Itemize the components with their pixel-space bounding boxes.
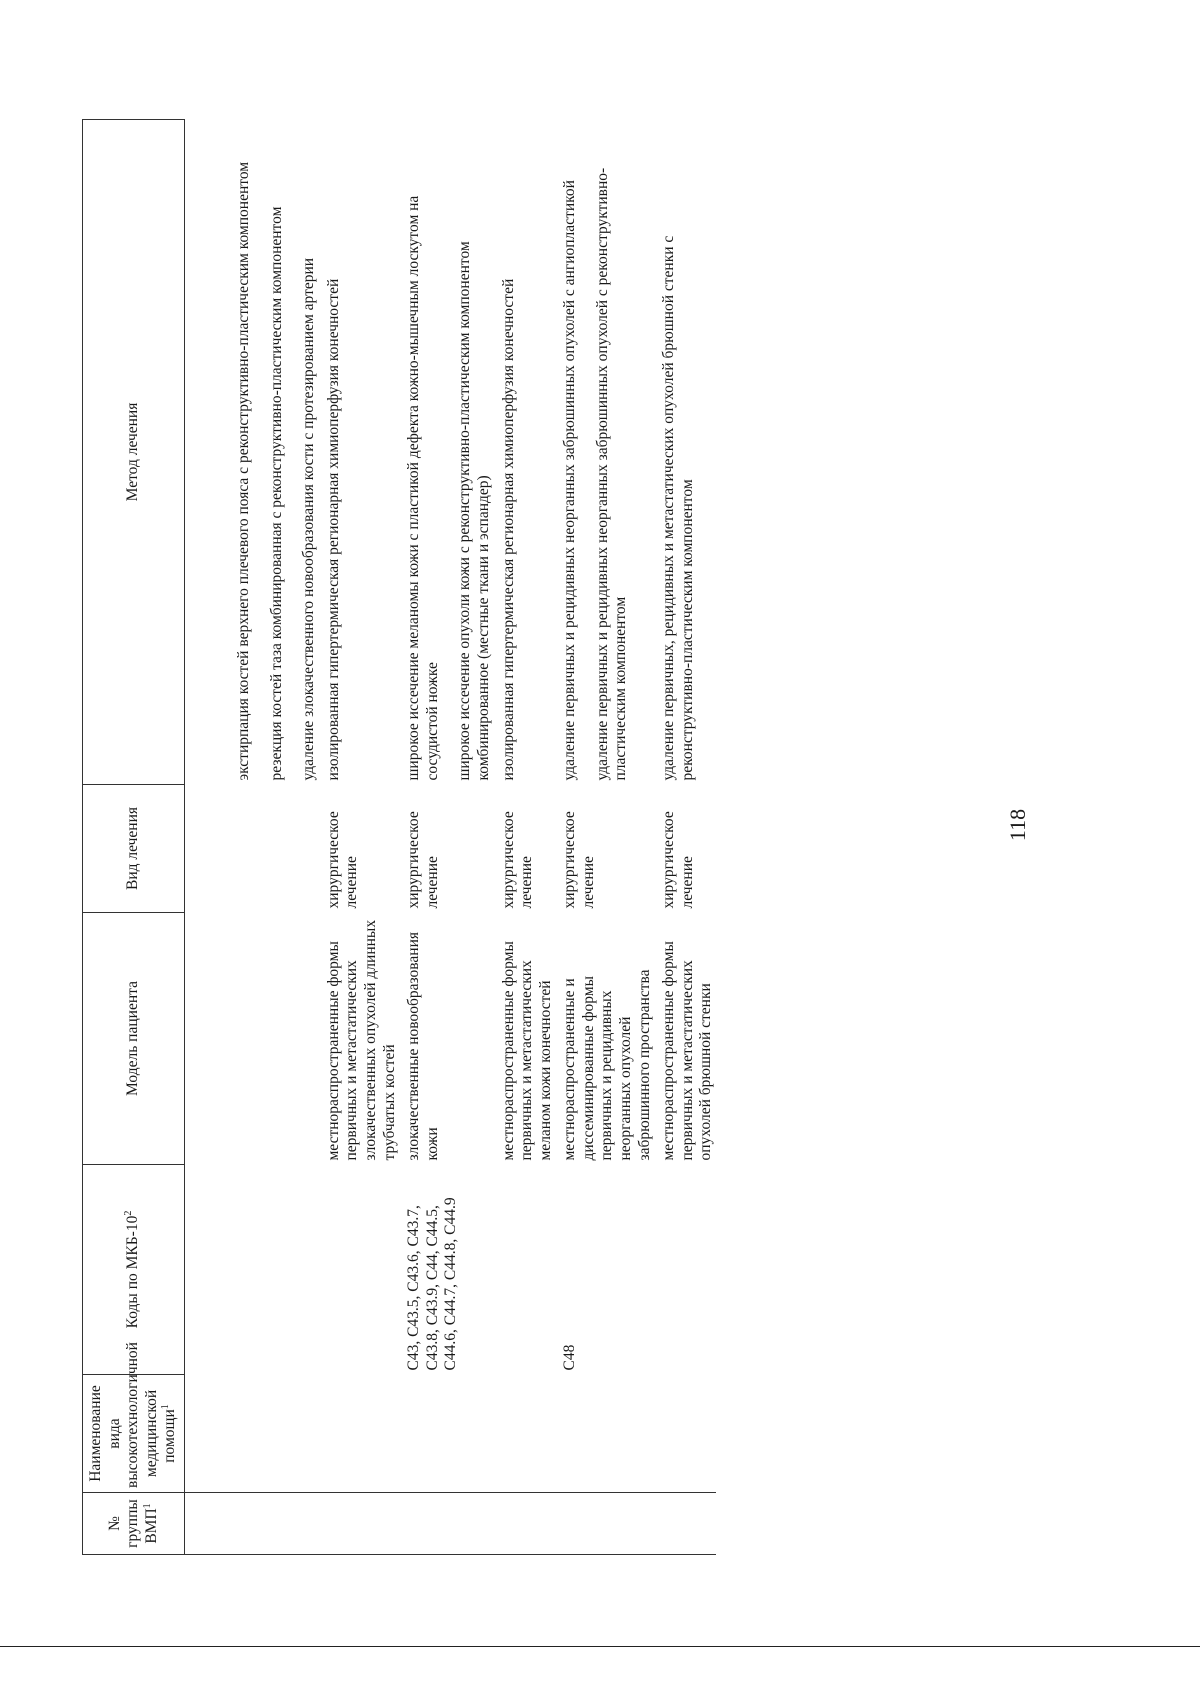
cell-model: местнораспространенные формы первичных и метастатических меланом кожи конечностей: [499, 941, 554, 1161]
cell-group-no: [494, 1493, 556, 1555]
cell-type-name: [319, 1375, 399, 1493]
method-item: изолированная гипертермическая регионарная химиоперфузия конечностей: [324, 278, 342, 781]
cell-codes: [184, 1165, 318, 1375]
cell-model: местнораспространенные формы первичных и метастатических злокачественных опухолей длинных трубчатых костей: [324, 919, 398, 1161]
table-row: [319, 120, 399, 1555]
cell-type-name: [654, 1375, 716, 1493]
cell-group-no: [319, 1493, 399, 1555]
cell-type-name: [184, 1375, 318, 1493]
header-model: Модель пациента: [83, 913, 185, 1165]
header-method: Метод лечения: [83, 120, 185, 785]
cell-kind: хирургическое лечение: [405, 811, 441, 909]
page-number: 118: [1005, 808, 1030, 842]
cell-model: [184, 913, 318, 1165]
table-row: [555, 120, 654, 1555]
cell-method: [494, 120, 556, 785]
method-item: резекция костей таза комбинированная с реконструктивно-пластическим компонентом: [267, 206, 285, 781]
cell-codes: C43, C43.5, C43.6, C43.7, C43.8, C43.9, C44, C44.5, C44.6, C44.7, C44.8, C44.9: [405, 1197, 460, 1371]
header-row: [83, 120, 185, 1555]
cell-codes: C48: [561, 1344, 579, 1371]
cell-method: [555, 120, 654, 785]
cell-type-name: [399, 1375, 493, 1493]
cell-kind: хирургическое лечение: [660, 811, 696, 909]
vmp-table: [82, 119, 716, 1555]
cell-model: злокачественные новообразования кожи: [405, 931, 441, 1161]
method-item: широкое иссечение меланомы кожи с пластикой дефекта кожно-мышечным лоскутом на сосудистой ножке: [405, 195, 441, 781]
cell-codes: [494, 1165, 556, 1375]
cell-type-name: [555, 1375, 654, 1493]
cell-kind: [184, 785, 318, 913]
method-item: удаление первичных, рецидивных и метастатических опухолей брюшной стенки с реконструктивно-пластическим компонентом: [660, 235, 696, 781]
cell-type-name: [494, 1375, 556, 1493]
table-row: [654, 120, 716, 1555]
method-item: удаление первичных и рецидивных неорганных забрюшинных опухолей с реконструктивно-пластическим компонентом: [593, 167, 630, 781]
table-row: [494, 120, 556, 1555]
rotated-page: [70, 85, 1140, 1565]
cell-model: местнораспространенные формы первичных и метастатических опухолей брюшной стенки: [660, 941, 715, 1161]
method-item: широкое иссечение опухоли кожи с реконструктивно-пластическим компонентом комбинированное (местные ткани и эспандер): [456, 241, 492, 781]
header-kind: Вид лечения: [83, 785, 185, 913]
cell-codes: [654, 1165, 716, 1375]
cell-kind: хирургическое лечение: [561, 811, 597, 909]
method-item: изолированная гипертермическая регионарная химиоперфузия конечностей: [499, 278, 517, 781]
cell-method: [399, 120, 493, 785]
scan-edge-line: [0, 1646, 1200, 1647]
cell-group-no: [399, 1493, 493, 1555]
table-row: [184, 120, 318, 1555]
cell-model: местнораспространенные и диссеминированные формы первичных и рецидивных неорганных опухолей забрюшинного пространства: [561, 969, 653, 1161]
table-row: [399, 120, 493, 1555]
header-codes: Коды по МКБ-$10^2$: [83, 1165, 185, 1375]
method-item: экстирпация костей верхнего плечевого пояса с реконструктивно-пластическим компонентом: [234, 161, 252, 781]
cell-method: [184, 120, 318, 785]
header-group-no: № группы ВМП$^1$: [83, 1493, 185, 1555]
cell-group-no: [555, 1493, 654, 1555]
cell-kind: хирургическое лечение: [499, 811, 536, 909]
cell-method: [319, 120, 399, 785]
header-type-name: Наименование вида высокотехнологичной медицинской помощи$^1$: [83, 1375, 185, 1493]
method-item: удаление первичных и рецидивных неорганных забрюшинных опухолей с ангиопластикой: [561, 180, 579, 781]
method-item: удаление злокачественного новообразования кости с протезированием артерии: [300, 257, 318, 781]
cell-group-no: [184, 1493, 318, 1555]
cell-group-no: [654, 1493, 716, 1555]
cell-codes: [319, 1165, 399, 1375]
cell-kind: хирургическое лечение: [324, 811, 361, 909]
cell-method: [654, 120, 716, 785]
